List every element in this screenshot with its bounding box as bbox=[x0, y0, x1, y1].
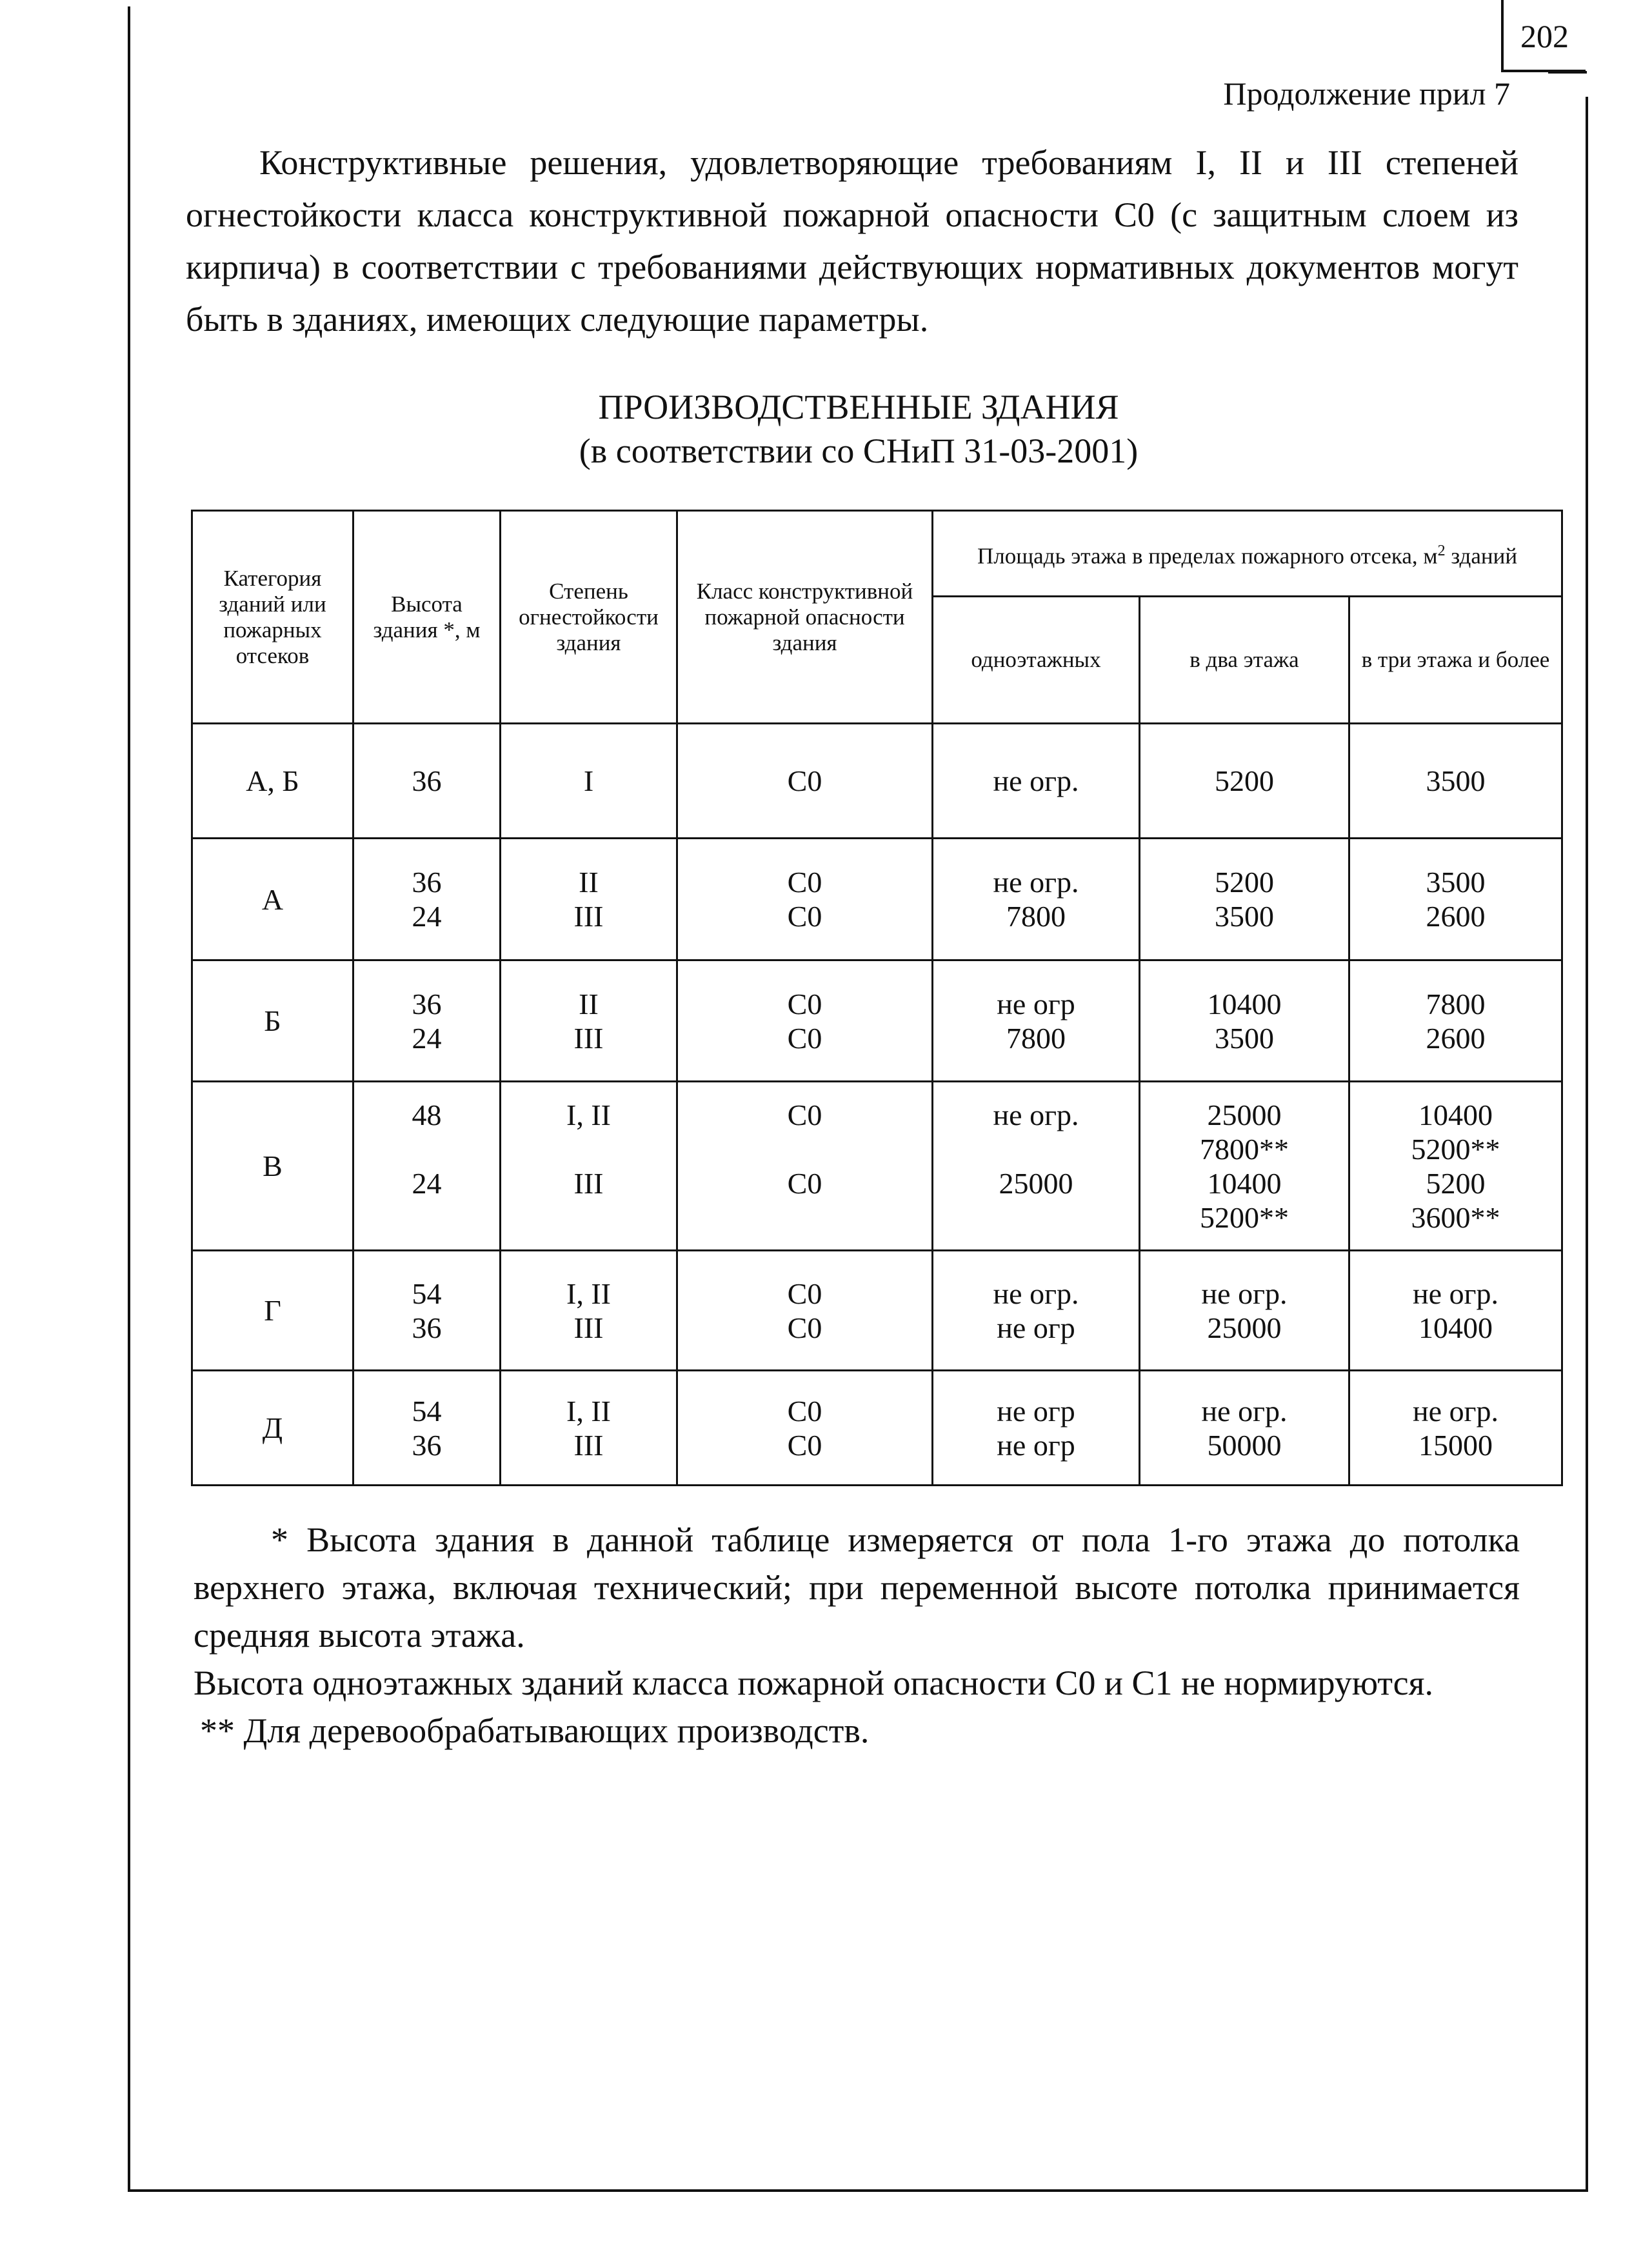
three-floor-area-cell bbox=[1349, 1251, 1562, 1371]
fire-hazard-class-cell bbox=[677, 1082, 933, 1251]
header-floor-area bbox=[933, 511, 1562, 597]
two-floor-area-value: 25000 bbox=[1207, 1311, 1282, 1344]
two-floor-area-value: 3500 bbox=[1215, 900, 1274, 933]
height-value: 36 bbox=[412, 1428, 442, 1462]
fire-hazard-class-cell bbox=[677, 1371, 933, 1486]
height-cell bbox=[353, 839, 501, 960]
three-floor-area-cell bbox=[1349, 839, 1562, 960]
three-floor-area-value: 10400 bbox=[1418, 1098, 1493, 1131]
page-frame-left-border bbox=[128, 6, 130, 2191]
one-floor-area-value: не огр bbox=[997, 1311, 1075, 1344]
one-floor-area-value: не огр bbox=[997, 1428, 1075, 1462]
fire-resistance-degree-cell bbox=[501, 1251, 677, 1371]
header-three-floors: в три этажа и более bbox=[1349, 597, 1562, 724]
one-floor-area-cell bbox=[933, 724, 1140, 839]
fire-resistance-degree-value bbox=[505, 1132, 672, 1166]
two-floor-area-value: 3500 bbox=[1215, 1021, 1274, 1055]
category-cell: Б bbox=[192, 960, 353, 1082]
table-row bbox=[192, 1251, 1562, 1371]
three-floor-area-value: 5200 bbox=[1426, 1166, 1486, 1200]
one-floor-area-value: не огр bbox=[997, 987, 1075, 1020]
section-title: ПРОИЗВОДСТВЕННЫЕ ЗДАНИЯ bbox=[598, 388, 1119, 426]
table-row bbox=[192, 1082, 1562, 1251]
fire-hazard-class-value: С0 bbox=[787, 900, 822, 933]
appendix-continuation-label: Продолжение прил 7 bbox=[1223, 75, 1510, 112]
two-floor-area-cell bbox=[1140, 1251, 1349, 1371]
table-row bbox=[192, 839, 1562, 960]
one-floor-area-value bbox=[937, 1132, 1135, 1166]
fire-hazard-class-value: С0 bbox=[787, 987, 822, 1020]
one-floor-area-value: не огр. bbox=[993, 764, 1079, 797]
height-value: 36 bbox=[412, 866, 442, 899]
header-floor-area-text: Площадь этажа в пределах пожарного отсека, м bbox=[977, 543, 1438, 569]
height-cell bbox=[353, 1082, 501, 1251]
one-floor-area-value: 7800 bbox=[1006, 1021, 1066, 1055]
fire-hazard-class-value: С0 bbox=[787, 866, 822, 899]
one-floor-area-value: не огр. bbox=[993, 1277, 1079, 1310]
height-value: 24 bbox=[412, 1021, 442, 1055]
three-floor-area-value: 3600** bbox=[1411, 1200, 1500, 1234]
one-floor-area-value: не огр. bbox=[993, 1098, 1079, 1131]
one-floor-area-cell bbox=[933, 1371, 1140, 1486]
fire-hazard-class-cell bbox=[677, 724, 933, 839]
one-floor-area-cell bbox=[933, 960, 1140, 1082]
footnote-single-storey: Высота одноэтажных зданий класса пожарной опасности С0 и С1 не нормируются. bbox=[194, 1664, 1433, 1702]
three-floor-area-value: 3500 bbox=[1426, 866, 1486, 899]
footnote-height-definition: * Высота здания в данной таблице измеряется от пола 1-го этажа до потолка верхнего этажа, включая технический; при переменной высоте потолка принимается средняя высота этажа. bbox=[194, 1520, 1520, 1655]
one-floor-area-value: не огр. bbox=[993, 866, 1079, 899]
category-cell: Г bbox=[192, 1251, 353, 1371]
height-value: 24 bbox=[412, 900, 442, 933]
fire-resistance-degree-value bbox=[505, 1200, 672, 1235]
page-number: 202 bbox=[1501, 0, 1586, 72]
two-floor-area-cell bbox=[1140, 1371, 1349, 1486]
footnotes bbox=[194, 1516, 1520, 1755]
one-floor-area-cell bbox=[933, 1082, 1140, 1251]
table-row bbox=[192, 724, 1562, 839]
fire-hazard-class-value: С0 bbox=[787, 1277, 822, 1310]
three-floor-area-value: 10400 bbox=[1418, 1311, 1493, 1344]
height-value: 36 bbox=[412, 987, 442, 1020]
fire-resistance-degree-cell bbox=[501, 1371, 677, 1486]
fire-resistance-degree-value: I bbox=[583, 764, 594, 797]
one-floor-area-value: не огр bbox=[997, 1394, 1075, 1427]
two-floor-area-value: 5200** bbox=[1200, 1200, 1289, 1234]
fire-hazard-class-value: С0 bbox=[787, 1098, 822, 1131]
one-floor-area-cell bbox=[933, 1251, 1140, 1371]
two-floor-area-cell bbox=[1140, 1082, 1349, 1251]
three-floor-area-value: 5200** bbox=[1411, 1132, 1500, 1166]
fire-resistance-degree-value: II bbox=[579, 987, 599, 1020]
two-floor-area-value: 5200 bbox=[1215, 866, 1274, 899]
fire-resistance-degree-value: III bbox=[573, 1428, 604, 1462]
two-floor-area-value: 5200 bbox=[1215, 764, 1274, 797]
height-cell bbox=[353, 1371, 501, 1486]
table-row bbox=[192, 1371, 1562, 1486]
three-floor-area-value: 15000 bbox=[1418, 1428, 1493, 1462]
two-floor-area-cell bbox=[1140, 724, 1349, 839]
fire-hazard-class-value bbox=[682, 1200, 928, 1235]
height-value: 54 bbox=[412, 1277, 442, 1310]
fire-hazard-class-value bbox=[682, 1132, 928, 1166]
one-floor-area-value: 7800 bbox=[1006, 900, 1066, 933]
fire-resistance-degree-value: III bbox=[573, 1311, 604, 1344]
fire-hazard-class-cell bbox=[677, 1251, 933, 1371]
fire-resistance-degree-cell bbox=[501, 1082, 677, 1251]
one-floor-area-cell bbox=[933, 839, 1140, 960]
header-floor-area-superscript: 2 bbox=[1437, 542, 1446, 559]
height-value: 36 bbox=[412, 1311, 442, 1344]
height-cell bbox=[353, 724, 501, 839]
two-floor-area-value: не огр. bbox=[1201, 1394, 1288, 1427]
category-cell: Д bbox=[192, 1371, 353, 1486]
header-two-floors: в два этажа bbox=[1140, 597, 1349, 724]
category-cell: А bbox=[192, 839, 353, 960]
header-category: Категория зданий или пожарных отсеков bbox=[192, 511, 353, 724]
three-floor-area-value: 3500 bbox=[1426, 764, 1486, 797]
header-height: Высота здания *, м bbox=[353, 511, 501, 724]
fire-resistance-degree-cell bbox=[501, 839, 677, 960]
height-value bbox=[358, 1200, 495, 1235]
header-fire-resistance-degree: Степень огнестойкости здания bbox=[501, 511, 677, 724]
two-floor-area-cell bbox=[1140, 960, 1349, 1082]
two-floor-area-value: 7800** bbox=[1200, 1132, 1289, 1166]
footnote-woodworking: ** Для деревообрабатывающих производств. bbox=[200, 1711, 870, 1750]
two-floor-area-cell bbox=[1140, 839, 1349, 960]
fire-resistance-degree-value: III bbox=[573, 1021, 604, 1055]
fire-hazard-class-value: С0 bbox=[787, 1394, 822, 1427]
intro-paragraph: Конструктивные решения, удовлетворяющие требованиям I, II и III степеней огнестойкости класса конструктивной пожарной опасности С0 (с защитным слоем из кирпича) в соответствии с требованиями действующих нормативных документов могут быть в зданиях, имеющих следующие параметры. bbox=[186, 143, 1518, 339]
two-floor-area-value: не огр. bbox=[1201, 1277, 1288, 1310]
height-value bbox=[358, 1132, 495, 1166]
fire-resistance-degree-value: I, II bbox=[566, 1277, 611, 1310]
category-cell: А, Б bbox=[192, 724, 353, 839]
fire-resistance-degree-value: II bbox=[579, 866, 599, 899]
three-floor-area-cell bbox=[1349, 1371, 1562, 1486]
page-frame-right-border bbox=[1586, 97, 1588, 2192]
page-frame-bottom-border bbox=[128, 2189, 1588, 2192]
fire-resistance-degree-value: I, II bbox=[566, 1098, 611, 1131]
height-value: 54 bbox=[412, 1394, 442, 1427]
page-number-divider bbox=[1548, 71, 1587, 74]
three-floor-area-value: не огр. bbox=[1413, 1277, 1498, 1310]
two-floor-area-value: 25000 bbox=[1207, 1098, 1282, 1131]
section-subtitle: (в соответствии со СНиП 31-03-2001) bbox=[579, 432, 1139, 470]
two-floor-area-value: 10400 bbox=[1207, 1166, 1282, 1200]
fire-hazard-class-cell bbox=[677, 960, 933, 1082]
three-floor-area-cell bbox=[1349, 960, 1562, 1082]
header-fire-hazard-class: Класс конструктивной пожарной опасности здания bbox=[677, 511, 933, 724]
height-value: 24 bbox=[412, 1166, 442, 1200]
table-row bbox=[192, 960, 1562, 1082]
three-floor-area-value: не огр. bbox=[1413, 1394, 1498, 1427]
one-floor-area-value bbox=[937, 1200, 1135, 1235]
fire-hazard-class-value: С0 bbox=[787, 1166, 822, 1200]
fire-resistance-degree-value: III bbox=[573, 900, 604, 933]
three-floor-area-value: 2600 bbox=[1426, 900, 1486, 933]
building-parameters-table bbox=[191, 510, 1563, 1486]
fire-resistance-degree-value: I, II bbox=[566, 1394, 611, 1427]
height-value: 36 bbox=[412, 764, 442, 797]
height-value: 48 bbox=[412, 1098, 442, 1131]
three-floor-area-value: 7800 bbox=[1426, 987, 1486, 1020]
header-floor-area-suffix: зданий bbox=[1445, 543, 1518, 569]
one-floor-area-value: 25000 bbox=[999, 1166, 1073, 1200]
three-floor-area-cell bbox=[1349, 1082, 1562, 1251]
fire-hazard-class-value: С0 bbox=[787, 1428, 822, 1462]
fire-resistance-degree-cell bbox=[501, 724, 677, 839]
height-cell bbox=[353, 960, 501, 1082]
category-cell: В bbox=[192, 1082, 353, 1251]
fire-hazard-class-value: С0 bbox=[787, 1311, 822, 1344]
fire-resistance-degree-cell bbox=[501, 960, 677, 1082]
three-floor-area-cell bbox=[1349, 724, 1562, 839]
height-cell bbox=[353, 1251, 501, 1371]
header-one-floor: одноэтажных bbox=[933, 597, 1140, 724]
three-floor-area-value: 2600 bbox=[1426, 1021, 1486, 1055]
fire-hazard-class-cell bbox=[677, 839, 933, 960]
fire-hazard-class-value: С0 bbox=[787, 764, 822, 797]
two-floor-area-value: 10400 bbox=[1207, 987, 1282, 1020]
fire-resistance-degree-value: III bbox=[573, 1166, 604, 1200]
two-floor-area-value: 50000 bbox=[1207, 1428, 1282, 1462]
fire-hazard-class-value: С0 bbox=[787, 1021, 822, 1055]
